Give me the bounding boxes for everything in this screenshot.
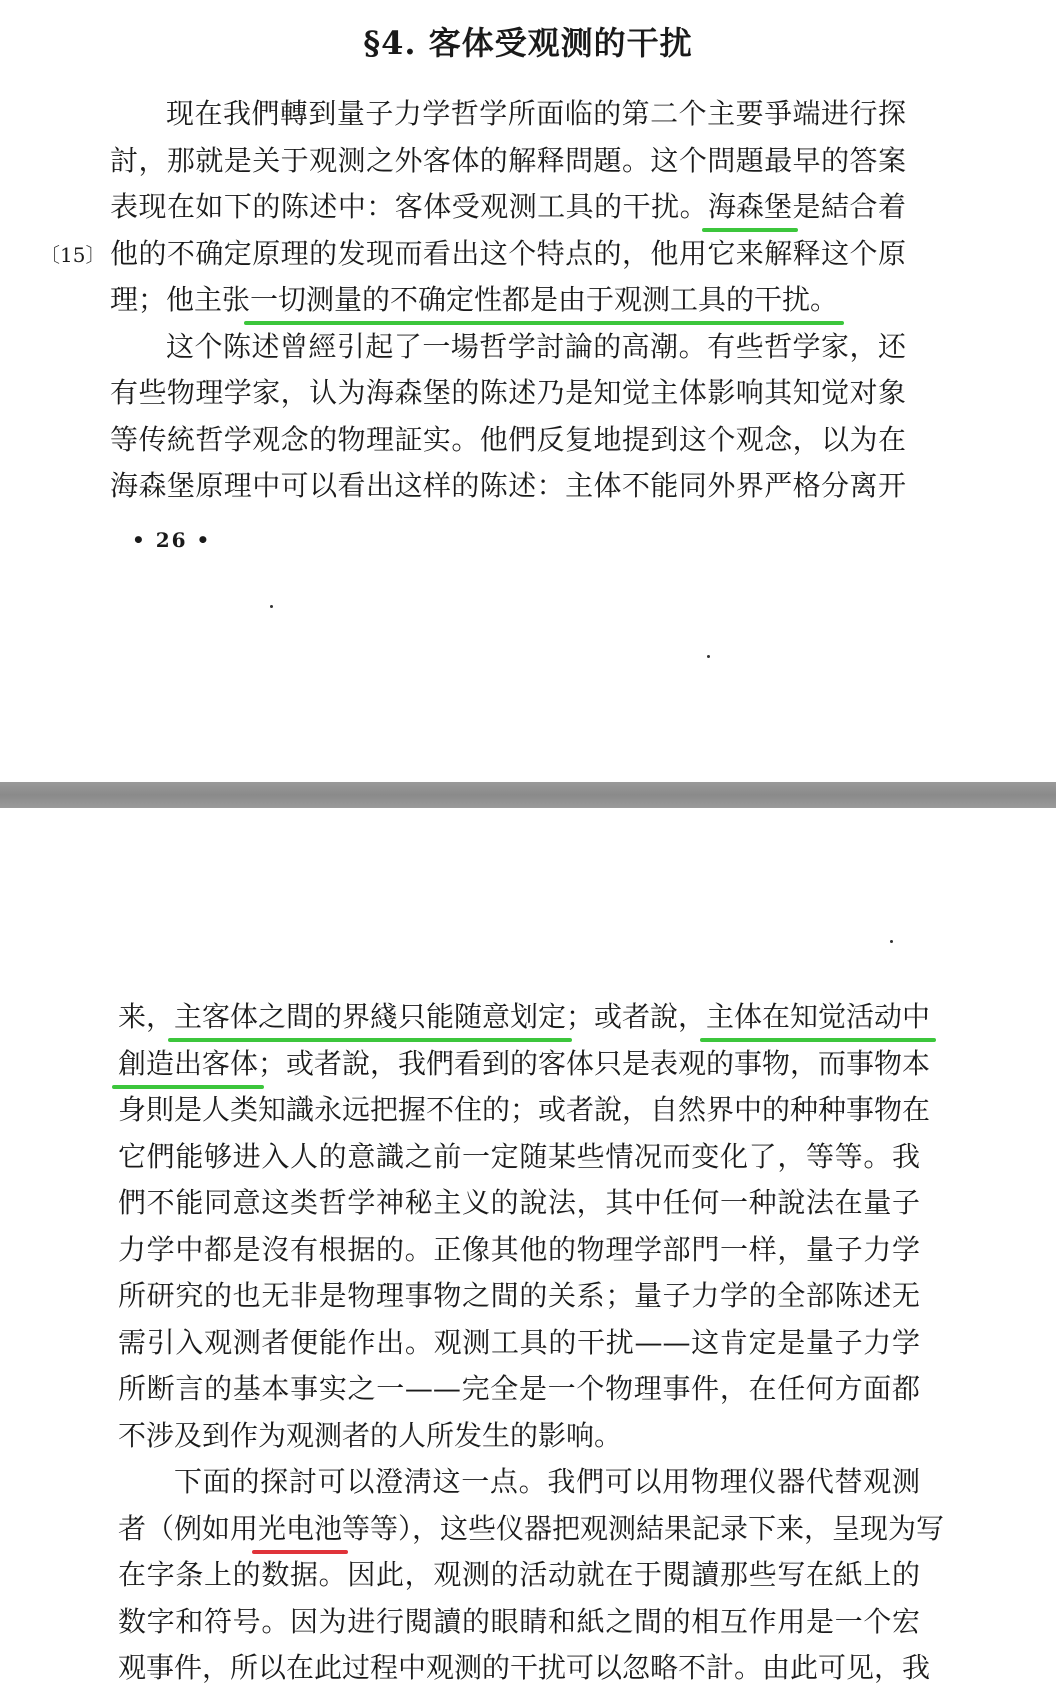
text-segment: 表现在如下的陈述中：客体受观测工具的干扰。 [110,190,709,223]
red-underlined-text: 光电池 [258,1510,342,1548]
green-underlined-text: 主体在知觉活动中 [706,998,930,1036]
text-segment: ；或者說， [566,1000,707,1033]
green-underlined-text: 創造出客体 [118,1045,258,1083]
text-segment: 数字和符号。因为进行閱讀的眼睛和紙之間的相互作用是一个宏 [118,1604,920,1638]
text-segment: 等传統哲学观念的物理証实。他們反复地提到这个观念，以为在 [110,422,906,456]
text-segment: 者（例如用 [118,1511,259,1545]
text-segment: 不涉及到作为观测者的人所发生的影响。 [118,1418,623,1452]
text-segment: 海森堡原理中可以看出这样的陈述：主体不能同外界严格分离开 [110,469,906,502]
text-line [118,1324,920,1362]
text-line [166,328,906,366]
text-line [174,1463,920,1501]
scan-speck [890,940,893,943]
text-line [110,235,906,273]
text-line [118,1277,920,1315]
text-segment: 它們能够进入人的意識之前一定随某些情况而变化了，等等。我 [118,1139,920,1173]
green-underlined-text: 一切测量的不确定性都是由于观测工具的干扰。 [250,281,838,319]
text-segment: 这个陈述曾經引起了一場哲学討論的高潮。有些哲学家，还 [166,329,906,363]
text-line [110,142,906,180]
text-segment: 是結合着 [792,190,906,223]
page-26 [0,0,1056,782]
text-line [110,281,838,319]
text-segment: 来， [118,1000,175,1033]
text-segment: 討，那就是关于观测之外客体的解释問題。这个問題最早的答案 [110,143,906,177]
page-27 [0,808,1056,1704]
text-segment: 們不能同意这类哲学神秘主义的說法，其中任何一种說法在量子 [118,1186,920,1219]
text-line [118,1417,622,1455]
text-segment: 力学中都是沒有根据的。正像其他的物理学部門一样，量子力学 [118,1232,920,1266]
text-segment: 下面的探討可以澄淸这一点。我們可以用物理仪器代替观测 [174,1465,920,1498]
page-separator [0,782,1056,808]
page-number: • 26 • [132,528,212,552]
text-line [110,421,906,459]
text-line [110,374,906,412]
text-line [118,1091,931,1129]
text-segment: 现在我們轉到量子力学哲学所面临的第二个主要爭端进行探 [166,97,906,130]
green-underlined-text: 海森堡 [708,188,792,226]
section-title: §4. 客体受观测的干扰 [363,24,693,62]
text-segment: ；或者說，我們看到的客体只是表观的事物，而事物本 [258,1046,931,1080]
green-underlined-text: 主客体之間的界綫只能随意划定 [174,998,566,1036]
text-segment: 观事件，所以在此过程中观测的干扰可以忽略不計。由此可见，我 [118,1651,931,1684]
text-line [118,1138,920,1176]
text-line [118,998,931,1036]
scan-speck [270,605,273,608]
text-line [118,1045,931,1083]
text-line [118,1184,920,1222]
text-line [110,467,906,505]
text-line [118,1556,920,1594]
text-segment: 需引入观测者便能作出。观测工具的干扰——这肯定是量子力学 [118,1325,920,1359]
text-segment: 等等），这些仪器把观测結果記录下来，呈现为写 [342,1511,945,1545]
text-segment: 所断言的基本事实之一——完全是一个物理事件，在任何方面都 [118,1372,920,1405]
text-line [118,1510,945,1548]
margin-reference-note: 〔15〕 [40,243,106,267]
text-segment: 他的不确定原理的发现而看出这个特点的，他用它来解释这个原 [110,236,906,270]
text-line [166,95,906,133]
text-line [118,1603,920,1641]
scan-speck [707,655,710,658]
text-segment: 有些物理学家，认为海森堡的陈述乃是知觉主体影响其知觉对象 [110,376,906,409]
text-segment: 身則是人类知識永远把握不住的；或者說，自然界中的种种事物在 [118,1093,931,1126]
text-line [118,1649,931,1687]
text-segment: 在字条上的数据。因此，观测的活动就在于閱讀那些写在紙上的 [118,1558,920,1591]
text-line [118,1370,920,1408]
text-line [118,1231,920,1269]
text-segment: 所研究的也无非是物理事物之間的关系；量子力学的全部陈述无 [118,1279,920,1312]
text-segment: 理；他主张 [110,283,251,316]
text-line [110,188,906,226]
